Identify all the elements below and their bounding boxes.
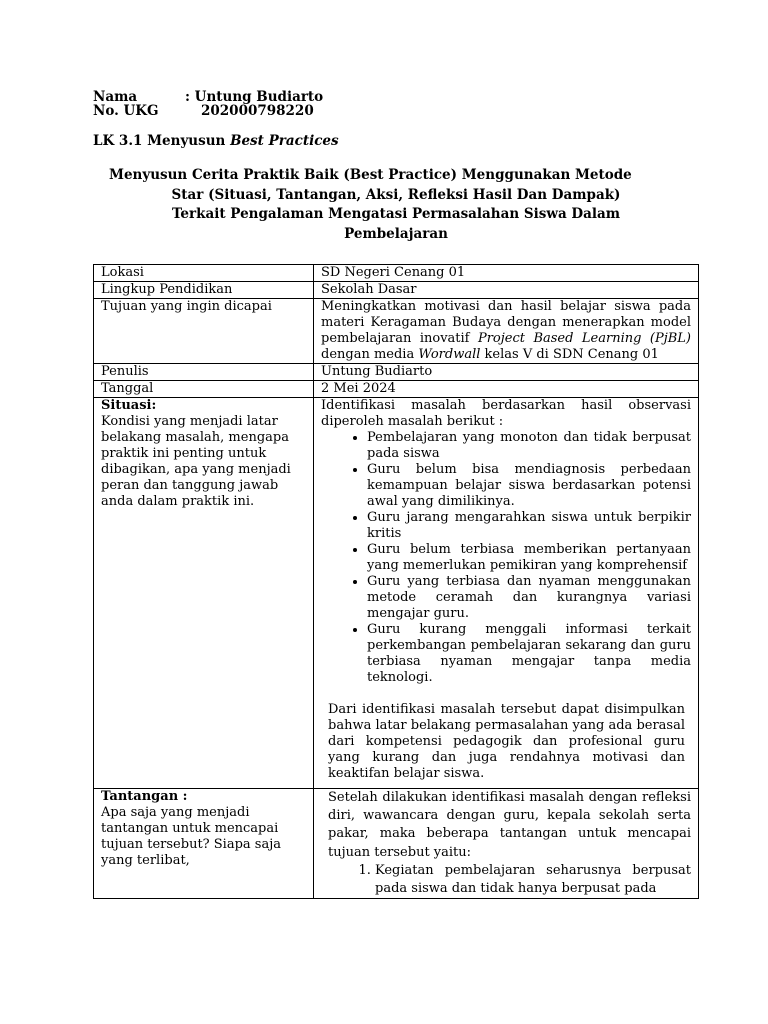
table-row-situasi <box>94 398 699 789</box>
situasi-conclusion: Dari identifikasi masalah tersebut dapat disimpulkan bahwa latar belakang permasalahan yang ada berasal dari kompetensi pedagogik dan profesional guru yang kurang dan juga rendahnya motivasi dan keaktifan belajar siswa. <box>328 702 685 781</box>
situasi-intro: Identifikasi masalah berdasarkan hasil observasi diperoleh masalah berikut : <box>321 398 691 429</box>
ukg-label: No. UKG <box>93 103 159 119</box>
tantangan-content <box>314 789 699 899</box>
name-value: : Untung Budiarto <box>185 89 324 105</box>
table-row-penulis <box>94 364 699 381</box>
situasi-description: Kondisi yang menjadi latar belakang masalah, mengapa praktik ini penting untuk dibagikan, apa yang menjadi peran dan tanggung jawab anda dalam praktik ini. <box>101 414 291 509</box>
lingkup-label: Lingkup Pendidikan <box>94 282 314 299</box>
lingkup-value: Sekolah Dasar <box>314 282 699 299</box>
lk-prefix: LK 3.1 Menyusun <box>93 133 231 149</box>
list-item: • Guru belum terbiasa memberikan pertanyaan yang memerlukan pemikiran yang komprehensif <box>367 542 691 574</box>
title-line-4: Pembelajaran <box>344 225 448 242</box>
name-label: Nama <box>93 89 138 105</box>
tujuan-text-2: dengan media <box>321 347 419 362</box>
tujuan-pjbl: Project Based Learning (PjBL) <box>477 331 691 346</box>
tujuan-label: Tujuan yang ingin dicapai <box>94 299 314 364</box>
table-row-lokasi <box>94 265 699 282</box>
tantangan-intro: Setelah dilakukan identifikasi masalah dengan refleksi diri, wawancara dengan guru, kepala sekolah serta pakar, maka beberapa tantangan untuk mencapai tujuan tersebut yaitu: <box>328 790 691 860</box>
list-item: • Guru belum bisa mendiagnosis perbedaan kemampuan belajar siswa berdasarkan potensi awal yang dimilikinya. <box>367 462 691 510</box>
ukg-value: 202000798220 <box>201 103 314 119</box>
ukg-row <box>93 103 314 119</box>
tanggal-label: Tanggal <box>94 381 314 398</box>
lk-heading <box>93 133 339 149</box>
table-row-lingkup <box>94 282 699 299</box>
penulis-value: Untung Budiarto <box>314 364 699 381</box>
penulis-label: Penulis <box>94 364 314 381</box>
list-item: 1. Kegiatan pembelajaran seharusnya berpusat pada siswa dan tidak hanya berpusat pada <box>375 862 691 898</box>
title-line-2: Star (Situasi, Tantangan, Aksi, Refleksi Hasil Dan Dampak) <box>171 186 621 203</box>
tantangan-numbered-list <box>321 862 691 898</box>
tanggal-value: 2 Mei 2024 <box>314 381 699 398</box>
list-item: • Guru yang terbiasa dan nyaman menggunakan metode ceramah dan kurangnya variasi mengajar guru. <box>367 574 691 622</box>
tantangan-cell <box>94 789 314 899</box>
situasi-bullet-list <box>321 430 691 686</box>
tujuan-wordwall: Wordwall <box>418 347 481 362</box>
tujuan-value <box>314 299 699 364</box>
tujuan-text-3: kelas V di SDN Cenang 01 <box>480 347 659 362</box>
title-line-1: Menyusun Cerita Praktik Baik (Best Practice) Menggunakan Metode <box>109 167 632 183</box>
table-row-tujuan <box>94 299 699 364</box>
situasi-content <box>314 398 699 789</box>
lk-italic: Best Practices <box>230 133 339 149</box>
lokasi-value: SD Negeri Cenang 01 <box>314 265 699 282</box>
table-row-tanggal <box>94 381 699 398</box>
lokasi-label: Lokasi <box>94 265 314 282</box>
tujuan-text-1: Meningkatkan motivasi dan hasil belajar siswa pada materi Keragaman Budaya dengan menerapkan model pembelajaran inovatif <box>321 299 691 346</box>
best-practice-table <box>93 264 699 899</box>
situasi-heading: Situasi: <box>101 398 157 413</box>
tantangan-description: Apa saja yang menjadi tantangan untuk mencapai tujuan tersebut? Siapa saja yang terlibat, <box>101 805 281 868</box>
table-row-tantangan <box>94 789 699 899</box>
list-item: • Pembelajaran yang monoton dan tidak berpusat pada siswa <box>367 430 691 462</box>
tantangan-heading: Tantangan : <box>101 789 188 804</box>
situasi-cell <box>94 398 314 789</box>
document-title <box>93 166 699 244</box>
title-line-3: Terkait Pengalaman Mengatasi Permasalahan Siswa Dalam <box>171 206 621 223</box>
list-item: • Guru jarang mengarahkan siswa untuk berpikir kritis <box>367 510 691 542</box>
list-item: • Guru kurang menggali informasi terkait perkembangan pembelajaran sekarang dan guru terbiasa nyaman mengajar tanpa media teknologi. <box>367 622 691 686</box>
